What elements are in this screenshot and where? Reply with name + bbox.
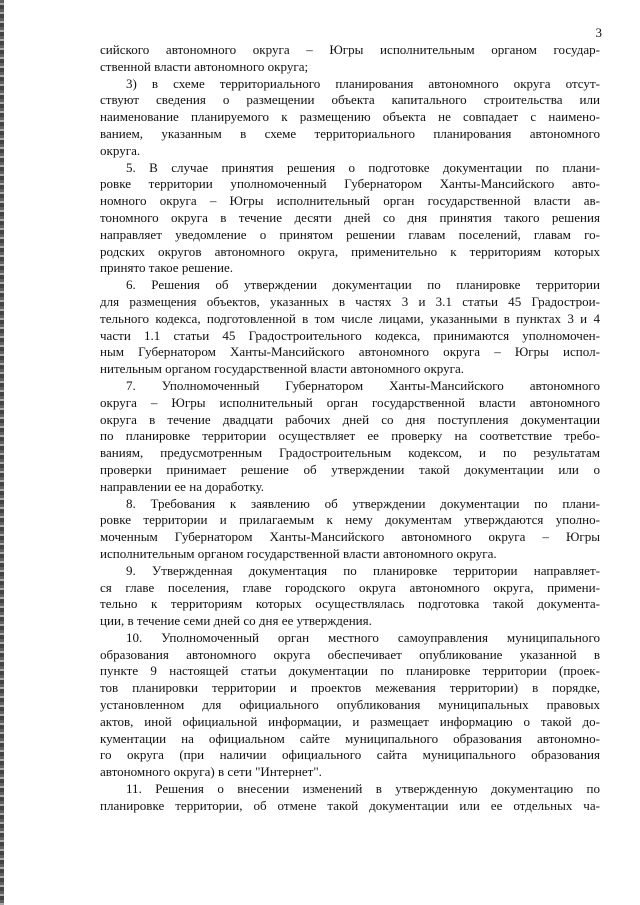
text-line: направляет уведомление о принятом решении главам поселений, главам го- <box>100 226 600 242</box>
paragraph-9 <box>100 563 600 630</box>
text-line: 7. Уполномоченный Губернатором Ханты-Мансийского автономного <box>126 377 600 393</box>
text-line: ным Губернатором Ханты-Мансийского автономного округа – Югры испол- <box>100 344 600 360</box>
text-line: направлении ее на доработку. <box>100 478 265 494</box>
paragraph-7 <box>100 378 600 496</box>
text-line: ровке территории и прилагаемым к нему документам утверждаются уполно- <box>100 512 600 528</box>
text-line: округа – Югры исполнительный орган государственной власти автономного <box>100 394 600 410</box>
text-line: ровке территории уполномоченный Губернатором Ханты-Мансийского авто- <box>100 176 600 192</box>
text-line: наименование планируемого к размещению объекта не совпадает с наимено- <box>100 109 600 125</box>
text-line: ции, в течение семи дней со дня ее утверждения. <box>100 613 372 629</box>
paragraph-8 <box>100 496 600 563</box>
text-line: 10. Уполномоченный орган местного самоуправления муниципального <box>126 629 600 645</box>
text-line: тельного кодекса, подготовленной в том числе лицами, указанными в пунктах 3 и 4 <box>100 310 600 326</box>
text-line: кументации на официальном сайте муниципального образования автономно- <box>100 730 600 746</box>
text-line: 6. Решения об утверждении документации по планировке территории <box>126 277 600 293</box>
text-line: моченным Губернатором Ханты-Мансийского автономного округа – Югры <box>100 529 600 545</box>
text-line: округа в течение двадцати рабочих дней со дня поступления документации <box>100 411 600 427</box>
text-line: ваниям, предусмотренным Градостроительным кодексом, и по результатам <box>100 445 600 461</box>
text-line: тельно к территориям которых осуществлялась подготовка такой документа- <box>100 596 600 612</box>
text-line: округа. <box>100 142 141 158</box>
text-line: тономного округа в течение десяти дней со дня принятия такого решения <box>100 209 600 225</box>
text-line: сийского автономного округа – Югры исполнительным органом государ- <box>100 42 600 57</box>
paragraph-item3 <box>100 76 600 160</box>
text-line: исполнительным органом государственной власти автономного округа. <box>100 545 497 561</box>
text-line: го округа (при наличии официального сайта муниципального образования <box>100 747 600 763</box>
text-line: 9. Утвержденная документация по планировке территории направляет- <box>126 562 600 578</box>
paragraph-11 <box>100 781 600 815</box>
text-line: проверки принимает решение об утверждении такой документации или о <box>100 461 600 477</box>
paragraph-5 <box>100 160 600 278</box>
text-line: родских округов автономного округа, применительно к территориям которых <box>100 243 600 259</box>
page-number: 3 <box>595 25 602 40</box>
text-line: для размещения объектов, указанных в частях 3 и 3.1 статьи 45 Градострои- <box>100 293 600 309</box>
text-line: автономного округа) в сети "Интернет". <box>100 764 322 780</box>
text-line: 3) в схеме территориального планирования автономного округа отсут- <box>126 75 600 91</box>
text-line: актов, иной официальной информации, и размещает информацию о такой до- <box>100 713 600 729</box>
text-line: номного округа – Югры исполнительный орган государственной власти ав- <box>100 193 600 209</box>
text-line: ствуют сведения о размещении объекта капитального строительства или <box>100 92 600 108</box>
paragraph-6 <box>100 277 600 378</box>
text-line: по планировке территории осуществляет ее проверку на соответствие требо- <box>100 428 600 444</box>
text-line: установленном для официального опубликования муниципальных правовых <box>100 697 600 713</box>
text-line: ственной власти автономного округа; <box>100 58 309 74</box>
paragraph-cont <box>100 42 600 76</box>
text-line: тов планировки территории и проектов межевания территории) в порядке, <box>100 680 600 696</box>
paragraph-10 <box>100 630 600 781</box>
text-line: ся главе поселения, главе городского округа автономного округа, примени- <box>100 579 600 595</box>
document-body <box>100 42 600 815</box>
text-line: принято такое решение. <box>100 260 234 276</box>
text-line: нительным органом государственной власти автономного округа. <box>100 361 465 377</box>
text-line: 5. В случае принятия решения о подготовке документации по плани- <box>126 159 600 175</box>
text-line: пункте 9 настоящей статьи документации по планировке территории (проек- <box>100 663 600 679</box>
text-line: 11. Решения о внесении изменений в утвержденную документацию по <box>126 781 600 797</box>
scan-binding-edge <box>0 0 4 905</box>
text-line: планировке территории, об отмене такой документации или ее отдельных ча- <box>100 797 600 813</box>
text-line: образования автономного округа обеспечивает опубликование указанной в <box>100 646 600 662</box>
text-line: 8. Требования к заявлению об утверждении документации по плани- <box>126 495 600 511</box>
text-line: ванием, указанным в схеме территориального планирования автономного <box>100 125 600 141</box>
text-line: части 1.1 статьи 45 Градостроительного кодекса, принимаются уполномочен- <box>100 327 600 343</box>
